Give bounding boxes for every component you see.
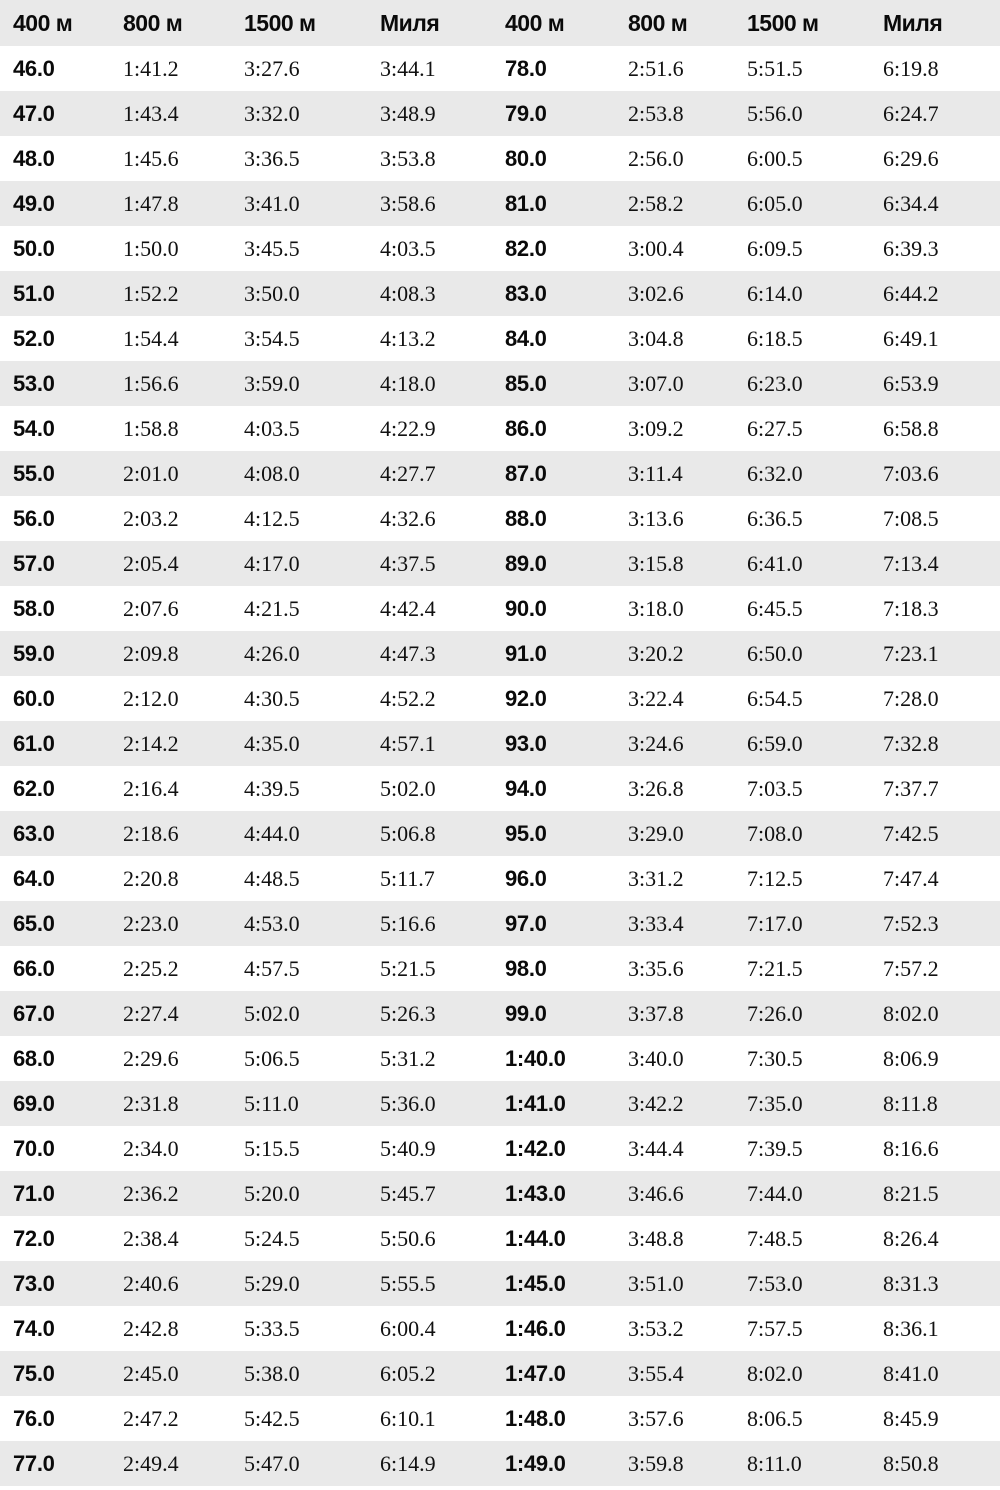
- cell-time-800m: 1:45.6: [117, 136, 238, 181]
- cell-time-mile: 5:50.6: [374, 1216, 497, 1261]
- cell-split-400m: 1:40.0: [497, 1036, 620, 1081]
- cell-split-400m: 65.0: [0, 901, 117, 946]
- cell-split-400m: 63.0: [0, 811, 117, 856]
- cell-time-mile: 6:29.6: [877, 136, 1000, 181]
- cell-split-400m: 77.0: [0, 1441, 117, 1486]
- cell-time-1500m: 7:30.5: [741, 1036, 877, 1081]
- table-row: [0, 226, 1000, 271]
- cell-time-mile: 4:47.3: [374, 631, 497, 676]
- table-row: [0, 766, 1000, 811]
- cell-time-1500m: 7:26.0: [741, 991, 877, 1036]
- cell-time-mile: 7:32.8: [877, 721, 1000, 766]
- cell-time-1500m: 6:45.5: [741, 586, 877, 631]
- cell-time-800m: 2:40.6: [117, 1261, 238, 1306]
- cell-split-400m: 59.0: [0, 631, 117, 676]
- cell-time-mile: 8:41.0: [877, 1351, 1000, 1396]
- cell-split-400m: 76.0: [0, 1396, 117, 1441]
- table-row: [0, 1081, 1000, 1126]
- cell-split-400m: 47.0: [0, 91, 117, 136]
- cell-time-1500m: 4:17.0: [238, 541, 374, 586]
- cell-time-mile: 3:44.1: [374, 46, 497, 91]
- cell-time-1500m: 4:12.5: [238, 496, 374, 541]
- cell-time-800m: 3:37.8: [620, 991, 741, 1036]
- cell-time-1500m: 8:06.5: [741, 1396, 877, 1441]
- cell-split-400m: 67.0: [0, 991, 117, 1036]
- table-row: [0, 46, 1000, 91]
- cell-split-400m: 64.0: [0, 856, 117, 901]
- cell-time-1500m: 3:32.0: [238, 91, 374, 136]
- cell-time-1500m: 5:06.5: [238, 1036, 374, 1081]
- cell-time-mile: 5:11.7: [374, 856, 497, 901]
- cell-time-1500m: 4:53.0: [238, 901, 374, 946]
- cell-time-800m: 3:51.0: [620, 1261, 741, 1306]
- cell-split-400m: 68.0: [0, 1036, 117, 1081]
- cell-time-1500m: 7:12.5: [741, 856, 877, 901]
- cell-split-400m: 80.0: [497, 136, 620, 181]
- cell-split-400m: 82.0: [497, 226, 620, 271]
- cell-time-800m: 3:40.0: [620, 1036, 741, 1081]
- cell-time-mile: 6:58.8: [877, 406, 1000, 451]
- cell-time-mile: 3:48.9: [374, 91, 497, 136]
- cell-time-800m: 2:47.2: [117, 1396, 238, 1441]
- cell-time-1500m: 4:30.5: [238, 676, 374, 721]
- cell-time-800m: 2:42.8: [117, 1306, 238, 1351]
- cell-time-1500m: 7:48.5: [741, 1216, 877, 1261]
- table-row: [0, 856, 1000, 901]
- cell-time-1500m: 4:44.0: [238, 811, 374, 856]
- cell-time-1500m: 6:41.0: [741, 541, 877, 586]
- cell-time-800m: 1:56.6: [117, 361, 238, 406]
- cell-time-1500m: 6:50.0: [741, 631, 877, 676]
- cell-split-400m: 79.0: [497, 91, 620, 136]
- cell-time-800m: 3:24.6: [620, 721, 741, 766]
- cell-split-400m: 72.0: [0, 1216, 117, 1261]
- cell-split-400m: 99.0: [497, 991, 620, 1036]
- cell-split-400m: 53.0: [0, 361, 117, 406]
- cell-time-mile: 8:06.9: [877, 1036, 1000, 1081]
- table-row: [0, 271, 1000, 316]
- cell-time-mile: 4:08.3: [374, 271, 497, 316]
- cell-time-800m: 2:07.6: [117, 586, 238, 631]
- cell-time-800m: 1:52.2: [117, 271, 238, 316]
- cell-split-400m: 85.0: [497, 361, 620, 406]
- table-row: [0, 1216, 1000, 1261]
- cell-time-1500m: 3:50.0: [238, 271, 374, 316]
- cell-time-800m: 3:29.0: [620, 811, 741, 856]
- cell-time-1500m: 4:03.5: [238, 406, 374, 451]
- cell-time-1500m: 7:21.5: [741, 946, 877, 991]
- cell-time-800m: 3:15.8: [620, 541, 741, 586]
- cell-time-1500m: 7:35.0: [741, 1081, 877, 1126]
- cell-time-800m: 2:45.0: [117, 1351, 238, 1396]
- table-row: [0, 361, 1000, 406]
- cell-time-1500m: 6:14.0: [741, 271, 877, 316]
- table-row: [0, 1351, 1000, 1396]
- table-row: [0, 991, 1000, 1036]
- cell-time-800m: 1:54.4: [117, 316, 238, 361]
- header-800m-right: 800 м: [620, 0, 741, 46]
- cell-time-mile: 6:00.4: [374, 1306, 497, 1351]
- cell-split-400m: 1:47.0: [497, 1351, 620, 1396]
- cell-split-400m: 71.0: [0, 1171, 117, 1216]
- cell-time-800m: 2:49.4: [117, 1441, 238, 1486]
- cell-split-400m: 1:41.0: [497, 1081, 620, 1126]
- cell-time-1500m: 3:45.5: [238, 226, 374, 271]
- cell-time-mile: 7:57.2: [877, 946, 1000, 991]
- table-row: [0, 631, 1000, 676]
- cell-time-mile: 8:26.4: [877, 1216, 1000, 1261]
- cell-time-800m: 2:20.8: [117, 856, 238, 901]
- cell-time-800m: 2:01.0: [117, 451, 238, 496]
- cell-time-1500m: 8:11.0: [741, 1441, 877, 1486]
- cell-time-800m: 2:05.4: [117, 541, 238, 586]
- cell-time-1500m: 6:54.5: [741, 676, 877, 721]
- table-row: [0, 1126, 1000, 1171]
- table-row: [0, 676, 1000, 721]
- cell-time-800m: 3:04.8: [620, 316, 741, 361]
- cell-time-1500m: 6:59.0: [741, 721, 877, 766]
- cell-time-mile: 4:13.2: [374, 316, 497, 361]
- cell-time-mile: 7:13.4: [877, 541, 1000, 586]
- cell-time-mile: 6:53.9: [877, 361, 1000, 406]
- table-body: [0, 46, 1000, 1486]
- cell-time-800m: 3:11.4: [620, 451, 741, 496]
- cell-time-mile: 6:49.1: [877, 316, 1000, 361]
- cell-time-800m: 1:41.2: [117, 46, 238, 91]
- cell-split-400m: 81.0: [497, 181, 620, 226]
- cell-time-mile: 4:32.6: [374, 496, 497, 541]
- cell-time-mile: 4:57.1: [374, 721, 497, 766]
- cell-time-mile: 6:05.2: [374, 1351, 497, 1396]
- cell-time-1500m: 7:44.0: [741, 1171, 877, 1216]
- cell-time-mile: 6:24.7: [877, 91, 1000, 136]
- cell-time-800m: 2:18.6: [117, 811, 238, 856]
- header-1500m-right: 1500 м: [741, 0, 877, 46]
- cell-time-mile: 4:52.2: [374, 676, 497, 721]
- cell-split-400m: 51.0: [0, 271, 117, 316]
- cell-time-mile: 5:26.3: [374, 991, 497, 1036]
- table-row: [0, 1441, 1000, 1486]
- cell-time-1500m: 6:36.5: [741, 496, 877, 541]
- cell-split-400m: 66.0: [0, 946, 117, 991]
- cell-time-1500m: 8:02.0: [741, 1351, 877, 1396]
- cell-time-1500m: 7:17.0: [741, 901, 877, 946]
- cell-time-800m: 2:38.4: [117, 1216, 238, 1261]
- cell-time-mile: 6:10.1: [374, 1396, 497, 1441]
- cell-split-400m: 1:48.0: [497, 1396, 620, 1441]
- cell-split-400m: 94.0: [497, 766, 620, 811]
- cell-time-800m: 3:31.2: [620, 856, 741, 901]
- cell-split-400m: 96.0: [497, 856, 620, 901]
- cell-time-800m: 1:43.4: [117, 91, 238, 136]
- table-row: [0, 1261, 1000, 1306]
- cell-time-mile: 7:47.4: [877, 856, 1000, 901]
- cell-split-400m: 74.0: [0, 1306, 117, 1351]
- cell-time-mile: 7:37.7: [877, 766, 1000, 811]
- cell-time-1500m: 3:41.0: [238, 181, 374, 226]
- cell-time-800m: 3:00.4: [620, 226, 741, 271]
- cell-time-800m: 3:35.6: [620, 946, 741, 991]
- table-row: [0, 1171, 1000, 1216]
- cell-time-mile: 7:23.1: [877, 631, 1000, 676]
- cell-split-400m: 1:43.0: [497, 1171, 620, 1216]
- header-400m-right: 400 м: [497, 0, 620, 46]
- cell-time-1500m: 6:27.5: [741, 406, 877, 451]
- cell-split-400m: 60.0: [0, 676, 117, 721]
- cell-split-400m: 61.0: [0, 721, 117, 766]
- cell-split-400m: 70.0: [0, 1126, 117, 1171]
- cell-split-400m: 1:46.0: [497, 1306, 620, 1351]
- cell-time-800m: 3:46.6: [620, 1171, 741, 1216]
- cell-time-mile: 7:18.3: [877, 586, 1000, 631]
- cell-time-1500m: 3:59.0: [238, 361, 374, 406]
- cell-time-800m: 2:29.6: [117, 1036, 238, 1081]
- cell-time-mile: 5:06.8: [374, 811, 497, 856]
- cell-time-800m: 3:59.8: [620, 1441, 741, 1486]
- cell-time-1500m: 6:18.5: [741, 316, 877, 361]
- table-row: [0, 451, 1000, 496]
- cell-split-400m: 1:42.0: [497, 1126, 620, 1171]
- table-row: [0, 496, 1000, 541]
- cell-time-800m: 3:26.8: [620, 766, 741, 811]
- cell-time-800m: 2:58.2: [620, 181, 741, 226]
- cell-split-400m: 1:44.0: [497, 1216, 620, 1261]
- cell-time-800m: 3:09.2: [620, 406, 741, 451]
- cell-split-400m: 95.0: [497, 811, 620, 856]
- cell-time-1500m: 4:08.0: [238, 451, 374, 496]
- cell-split-400m: 54.0: [0, 406, 117, 451]
- cell-time-mile: 8:02.0: [877, 991, 1000, 1036]
- cell-time-800m: 2:25.2: [117, 946, 238, 991]
- cell-split-400m: 52.0: [0, 316, 117, 361]
- table-row: [0, 136, 1000, 181]
- cell-time-800m: 3:18.0: [620, 586, 741, 631]
- cell-time-mile: 8:16.6: [877, 1126, 1000, 1171]
- table-row: [0, 316, 1000, 361]
- cell-time-800m: 3:57.6: [620, 1396, 741, 1441]
- cell-time-1500m: 5:02.0: [238, 991, 374, 1036]
- cell-time-1500m: 5:24.5: [238, 1216, 374, 1261]
- cell-split-400m: 89.0: [497, 541, 620, 586]
- cell-time-800m: 3:02.6: [620, 271, 741, 316]
- cell-time-800m: 2:09.8: [117, 631, 238, 676]
- cell-time-1500m: 5:20.0: [238, 1171, 374, 1216]
- table-row: [0, 406, 1000, 451]
- cell-time-800m: 2:27.4: [117, 991, 238, 1036]
- table-header: [0, 0, 1000, 46]
- cell-time-mile: 5:02.0: [374, 766, 497, 811]
- cell-time-800m: 2:03.2: [117, 496, 238, 541]
- cell-time-1500m: 5:11.0: [238, 1081, 374, 1126]
- cell-time-800m: 3:07.0: [620, 361, 741, 406]
- header-1500m-left: 1500 м: [238, 0, 374, 46]
- cell-time-mile: 7:08.5: [877, 496, 1000, 541]
- cell-time-mile: 4:18.0: [374, 361, 497, 406]
- cell-split-400m: 1:45.0: [497, 1261, 620, 1306]
- cell-time-mile: 4:03.5: [374, 226, 497, 271]
- cell-time-mile: 8:21.5: [877, 1171, 1000, 1216]
- cell-split-400m: 1:49.0: [497, 1441, 620, 1486]
- cell-time-1500m: 5:38.0: [238, 1351, 374, 1396]
- cell-split-400m: 48.0: [0, 136, 117, 181]
- table-row: [0, 946, 1000, 991]
- cell-time-800m: 2:14.2: [117, 721, 238, 766]
- cell-time-800m: 3:53.2: [620, 1306, 741, 1351]
- cell-split-400m: 69.0: [0, 1081, 117, 1126]
- cell-split-400m: 56.0: [0, 496, 117, 541]
- table-row: [0, 541, 1000, 586]
- table-row: [0, 1306, 1000, 1351]
- cell-time-800m: 3:44.4: [620, 1126, 741, 1171]
- cell-time-mile: 8:11.8: [877, 1081, 1000, 1126]
- cell-time-mile: 7:28.0: [877, 676, 1000, 721]
- cell-split-400m: 86.0: [497, 406, 620, 451]
- cell-split-400m: 57.0: [0, 541, 117, 586]
- cell-time-800m: 3:20.2: [620, 631, 741, 676]
- cell-time-mile: 5:45.7: [374, 1171, 497, 1216]
- header-800m-left: 800 м: [117, 0, 238, 46]
- cell-time-800m: 3:48.8: [620, 1216, 741, 1261]
- cell-split-400m: 90.0: [497, 586, 620, 631]
- cell-time-mile: 3:58.6: [374, 181, 497, 226]
- cell-time-mile: 8:36.1: [877, 1306, 1000, 1351]
- cell-split-400m: 84.0: [497, 316, 620, 361]
- cell-time-800m: 2:31.8: [117, 1081, 238, 1126]
- cell-time-800m: 3:22.4: [620, 676, 741, 721]
- cell-time-mile: 8:31.3: [877, 1261, 1000, 1306]
- cell-split-400m: 92.0: [497, 676, 620, 721]
- cell-time-1500m: 4:35.0: [238, 721, 374, 766]
- header-400m-left: 400 м: [0, 0, 117, 46]
- table-row: [0, 901, 1000, 946]
- cell-split-400m: 87.0: [497, 451, 620, 496]
- cell-time-800m: 2:53.8: [620, 91, 741, 136]
- cell-split-400m: 97.0: [497, 901, 620, 946]
- table-row: [0, 181, 1000, 226]
- cell-time-1500m: 5:15.5: [238, 1126, 374, 1171]
- cell-time-1500m: 5:56.0: [741, 91, 877, 136]
- cell-time-1500m: 7:03.5: [741, 766, 877, 811]
- cell-time-mile: 5:40.9: [374, 1126, 497, 1171]
- cell-time-1500m: 4:39.5: [238, 766, 374, 811]
- cell-time-mile: 4:37.5: [374, 541, 497, 586]
- cell-time-1500m: 7:53.0: [741, 1261, 877, 1306]
- cell-time-mile: 5:21.5: [374, 946, 497, 991]
- cell-time-1500m: 6:05.0: [741, 181, 877, 226]
- header-row: [0, 0, 1000, 46]
- cell-split-400m: 78.0: [497, 46, 620, 91]
- cell-time-800m: 3:13.6: [620, 496, 741, 541]
- cell-split-400m: 98.0: [497, 946, 620, 991]
- cell-split-400m: 58.0: [0, 586, 117, 631]
- cell-time-800m: 1:58.8: [117, 406, 238, 451]
- cell-split-400m: 50.0: [0, 226, 117, 271]
- cell-time-800m: 2:34.0: [117, 1126, 238, 1171]
- cell-time-1500m: 3:36.5: [238, 136, 374, 181]
- cell-time-mile: 8:45.9: [877, 1396, 1000, 1441]
- cell-time-800m: 1:47.8: [117, 181, 238, 226]
- cell-split-400m: 88.0: [497, 496, 620, 541]
- cell-time-1500m: 4:48.5: [238, 856, 374, 901]
- cell-split-400m: 55.0: [0, 451, 117, 496]
- cell-split-400m: 62.0: [0, 766, 117, 811]
- cell-time-1500m: 3:54.5: [238, 316, 374, 361]
- cell-time-800m: 3:55.4: [620, 1351, 741, 1396]
- table-row: [0, 721, 1000, 766]
- cell-time-800m: 3:33.4: [620, 901, 741, 946]
- cell-time-1500m: 5:47.0: [238, 1441, 374, 1486]
- cell-time-800m: 2:23.0: [117, 901, 238, 946]
- cell-time-mile: 5:31.2: [374, 1036, 497, 1081]
- table-row: [0, 586, 1000, 631]
- cell-time-1500m: 6:09.5: [741, 226, 877, 271]
- cell-time-800m: 1:50.0: [117, 226, 238, 271]
- cell-split-400m: 73.0: [0, 1261, 117, 1306]
- cell-time-mile: 6:34.4: [877, 181, 1000, 226]
- cell-time-1500m: 5:33.5: [238, 1306, 374, 1351]
- cell-time-800m: 2:56.0: [620, 136, 741, 181]
- table-row: [0, 91, 1000, 136]
- cell-time-mile: 5:55.5: [374, 1261, 497, 1306]
- cell-time-1500m: 6:00.5: [741, 136, 877, 181]
- cell-time-mile: 5:16.6: [374, 901, 497, 946]
- cell-time-mile: 7:52.3: [877, 901, 1000, 946]
- cell-time-1500m: 5:29.0: [238, 1261, 374, 1306]
- cell-split-400m: 46.0: [0, 46, 117, 91]
- cell-split-400m: 93.0: [497, 721, 620, 766]
- cell-time-1500m: 6:32.0: [741, 451, 877, 496]
- cell-time-1500m: 4:26.0: [238, 631, 374, 676]
- cell-split-400m: 83.0: [497, 271, 620, 316]
- cell-time-800m: 2:36.2: [117, 1171, 238, 1216]
- cell-time-mile: 4:27.7: [374, 451, 497, 496]
- cell-time-800m: 2:51.6: [620, 46, 741, 91]
- table-row: [0, 1036, 1000, 1081]
- cell-time-mile: 7:42.5: [877, 811, 1000, 856]
- cell-time-800m: 2:12.0: [117, 676, 238, 721]
- cell-time-1500m: 6:23.0: [741, 361, 877, 406]
- header-mile-left: Миля: [374, 0, 497, 46]
- cell-time-1500m: 3:27.6: [238, 46, 374, 91]
- cell-time-1500m: 5:51.5: [741, 46, 877, 91]
- cell-split-400m: 75.0: [0, 1351, 117, 1396]
- cell-time-mile: 4:22.9: [374, 406, 497, 451]
- cell-time-1500m: 5:42.5: [238, 1396, 374, 1441]
- cell-split-400m: 49.0: [0, 181, 117, 226]
- cell-time-1500m: 4:57.5: [238, 946, 374, 991]
- cell-time-mile: 6:39.3: [877, 226, 1000, 271]
- cell-time-mile: 5:36.0: [374, 1081, 497, 1126]
- cell-time-mile: 4:42.4: [374, 586, 497, 631]
- cell-time-mile: 6:44.2: [877, 271, 1000, 316]
- cell-time-800m: 2:16.4: [117, 766, 238, 811]
- cell-time-mile: 8:50.8: [877, 1441, 1000, 1486]
- header-mile-right: Миля: [877, 0, 1000, 46]
- cell-time-1500m: 7:39.5: [741, 1126, 877, 1171]
- cell-time-mile: 6:14.9: [374, 1441, 497, 1486]
- table-row: [0, 1396, 1000, 1441]
- cell-time-1500m: 7:08.0: [741, 811, 877, 856]
- table-row: [0, 811, 1000, 856]
- cell-split-400m: 91.0: [497, 631, 620, 676]
- cell-time-mile: 6:19.8: [877, 46, 1000, 91]
- cell-time-800m: 3:42.2: [620, 1081, 741, 1126]
- cell-time-1500m: 4:21.5: [238, 586, 374, 631]
- cell-time-mile: 3:53.8: [374, 136, 497, 181]
- cell-time-mile: 7:03.6: [877, 451, 1000, 496]
- cell-time-1500m: 7:57.5: [741, 1306, 877, 1351]
